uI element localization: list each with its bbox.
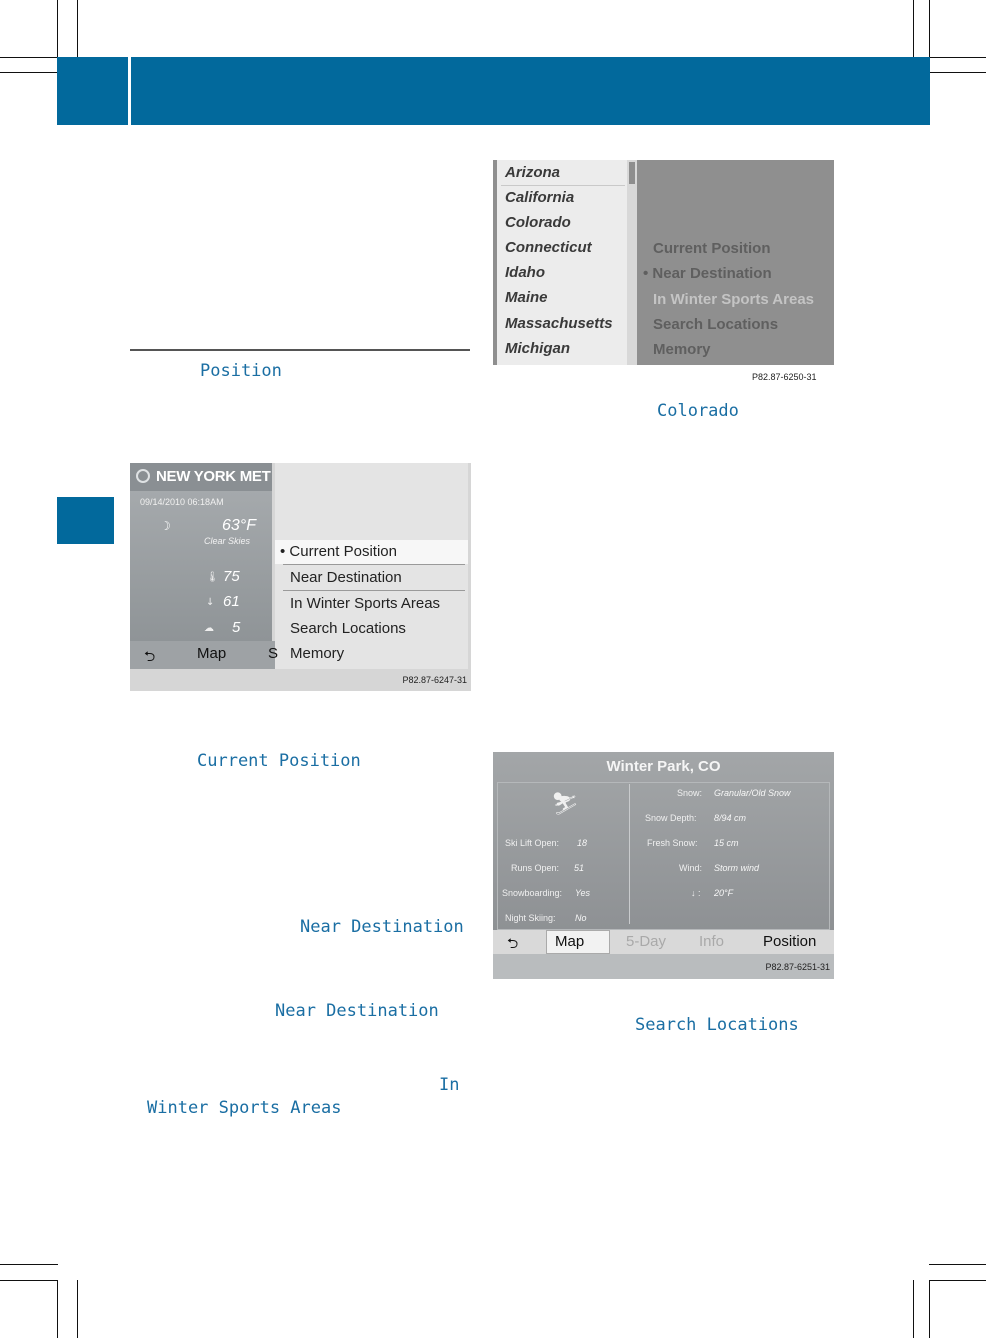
crop-mark xyxy=(0,1280,58,1281)
stat-value: No xyxy=(575,913,587,923)
stat-label: Night Skiing: xyxy=(505,913,556,923)
stat-value: 18 xyxy=(577,838,588,848)
crop-mark xyxy=(57,0,58,58)
stat-value: Granular/Old Snow xyxy=(714,788,791,798)
crop-mark xyxy=(929,1280,930,1338)
tab-info[interactable]: Info xyxy=(699,933,725,950)
menu-divider xyxy=(283,564,465,565)
state-selection-screen xyxy=(493,160,834,365)
list-divider xyxy=(501,185,625,186)
ref-near-destination: Near Destination xyxy=(300,917,464,937)
list-scrollbar[interactable] xyxy=(627,160,637,365)
menu-item-winter-sports[interactable]: In Winter Sports Areas xyxy=(290,595,441,612)
tab-5-day[interactable]: 5-Day xyxy=(626,933,667,950)
figure-code: P82.87-6247-31 xyxy=(402,675,467,685)
condition: Clear Skies xyxy=(204,536,251,546)
crop-mark xyxy=(913,0,914,58)
figure-code: P82.87-6251-31 xyxy=(765,962,830,972)
crop-mark xyxy=(0,72,58,73)
ref-winter-sports-areas: Winter Sports Areas xyxy=(147,1098,342,1118)
stat-label: Runs Open: xyxy=(511,863,560,873)
stat-value: 8/94 cm xyxy=(714,813,747,823)
back-arrow-icon[interactable]: ⮌ xyxy=(507,935,519,951)
weather-header xyxy=(130,463,272,491)
list-item-state[interactable]: Maine xyxy=(505,289,548,306)
list-item-state[interactable]: California xyxy=(505,189,575,206)
cloud-icon: ☁ xyxy=(204,623,214,634)
stat-label: ↓ : xyxy=(691,888,701,898)
list-item-state[interactable]: Idaho xyxy=(505,264,545,281)
resort-frame xyxy=(497,782,830,930)
header-bar xyxy=(57,57,930,125)
weather-menu xyxy=(275,463,468,669)
section-rule xyxy=(130,349,470,351)
stat-label: Fresh Snow: xyxy=(647,838,698,848)
scrollbar-thumb[interactable] xyxy=(629,162,635,184)
skier-icon: ⛷ xyxy=(551,792,579,817)
option-winter-sports[interactable]: In Winter Sports Areas xyxy=(653,291,815,308)
tab-position[interactable]: Position xyxy=(763,933,817,950)
list-item-state[interactable]: Connecticut xyxy=(505,239,592,256)
crop-mark xyxy=(0,1264,58,1265)
stat-label: Snow: xyxy=(677,788,703,798)
low-temp: 61 xyxy=(223,593,240,610)
list-item-state[interactable]: Massachusetts xyxy=(505,315,613,332)
stat-label: Wind: xyxy=(679,863,703,873)
thermometer-high-icon: 🌡 xyxy=(206,572,219,583)
stat-label: Ski Lift Open: xyxy=(505,838,560,848)
header-separator xyxy=(128,57,131,125)
stat-value: 15 cm xyxy=(714,838,739,848)
stat-label: Snow Depth: xyxy=(645,813,697,823)
ref-current-position: Current Position xyxy=(197,751,361,771)
ski-resort-screen xyxy=(493,752,834,979)
globe-icon xyxy=(136,469,150,483)
state-list xyxy=(497,160,627,365)
crop-mark xyxy=(929,0,930,58)
crop-mark xyxy=(0,57,58,58)
chapter-tab xyxy=(57,497,114,544)
ref-in: In xyxy=(439,1075,460,1095)
menu-item-near-destination[interactable]: Near Destination xyxy=(290,569,402,586)
stat-value: 51 xyxy=(574,863,585,873)
resort-title: Winter Park, CO xyxy=(606,758,721,775)
menu-item-search-locations[interactable]: Search Locations xyxy=(290,620,406,637)
date-time: 09/14/2010 06:18AM xyxy=(140,497,224,507)
weather-panel xyxy=(130,463,272,641)
moon-icon: ☽ xyxy=(160,519,171,533)
list-item-state[interactable]: Arizona xyxy=(505,164,561,181)
option-near-destination[interactable]: • Near Destination xyxy=(643,265,772,282)
ref-position: Position xyxy=(200,361,282,381)
option-memory[interactable]: Memory xyxy=(653,341,711,358)
option-search-locations[interactable]: Search Locations xyxy=(653,316,779,333)
crop-mark xyxy=(929,72,986,73)
temperature: 63°F xyxy=(222,517,256,534)
crop-mark xyxy=(57,1280,58,1338)
stat-value: 20°F xyxy=(714,888,734,898)
crop-mark xyxy=(77,1280,78,1338)
bottom-bar xyxy=(130,641,279,669)
thermometer-low-icon: ↓ xyxy=(206,597,215,608)
ref-near-destination: Near Destination xyxy=(275,1001,439,1021)
weather-screen-current-position xyxy=(130,463,471,691)
column-divider xyxy=(629,784,630,924)
stat-value: Yes xyxy=(575,888,591,898)
map-button[interactable]: Map xyxy=(197,645,227,662)
list-item-state[interactable]: Colorado xyxy=(505,214,571,231)
crop-mark xyxy=(929,57,986,58)
third-value: 5 xyxy=(232,619,241,636)
stat-value: Storm wind xyxy=(714,863,760,873)
list-item-state[interactable]: Michigan xyxy=(505,340,571,357)
menu-divider xyxy=(283,590,465,591)
resort-panel xyxy=(493,752,834,930)
menu-item-memory[interactable]: Memory xyxy=(290,645,345,662)
menu-item-current-position[interactable]: • Current Position xyxy=(280,543,397,560)
option-current-position[interactable]: Current Position xyxy=(653,240,771,257)
stat-label: Snowboarding: xyxy=(502,888,563,898)
tab-bar xyxy=(493,930,834,954)
high-temp: 75 xyxy=(223,568,240,585)
ref-colorado: Colorado xyxy=(657,401,739,421)
truncated-button[interactable]: S xyxy=(268,645,279,662)
tab-map[interactable]: Map xyxy=(555,933,585,950)
ref-search-locations: Search Locations xyxy=(635,1015,799,1035)
back-arrow-icon[interactable]: ⮌ xyxy=(144,649,156,665)
crop-mark xyxy=(77,0,78,58)
crop-mark xyxy=(929,1264,986,1265)
city-name: NEW YORK MET xyxy=(156,468,271,485)
figure-code: P82.87-6250-31 xyxy=(752,372,817,382)
crop-mark xyxy=(929,1280,986,1281)
crop-mark xyxy=(913,1280,914,1338)
